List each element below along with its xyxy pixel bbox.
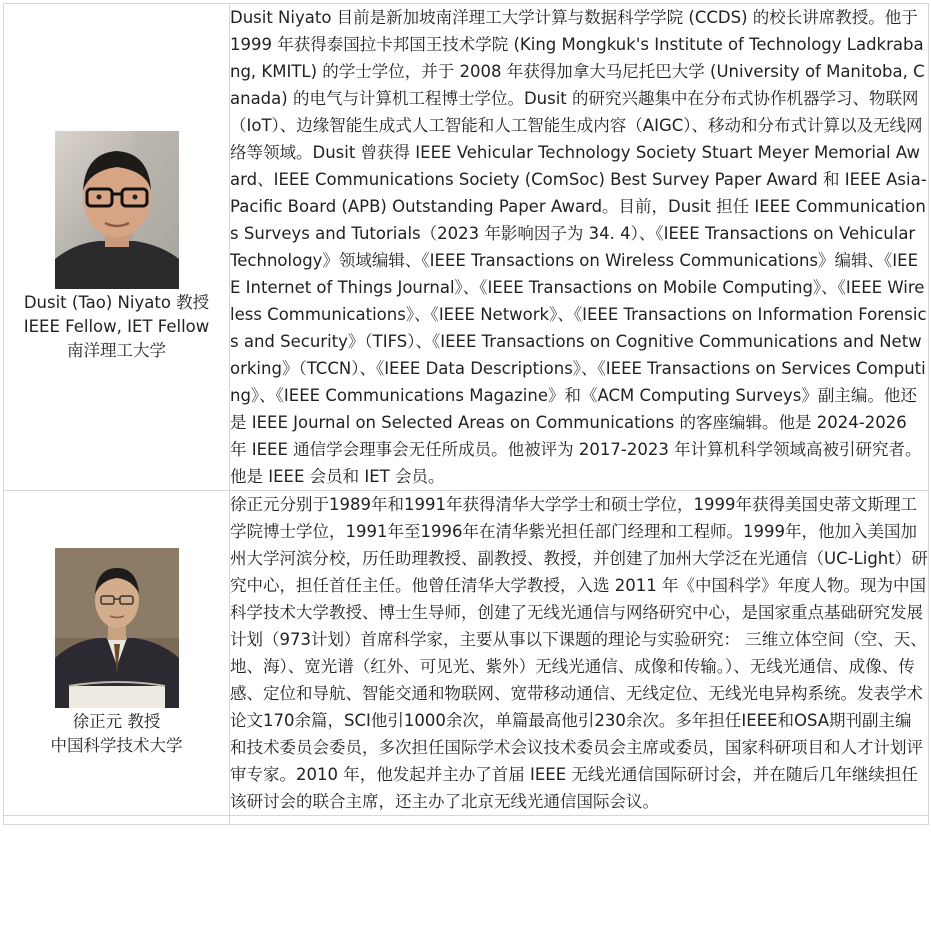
profiles-table [3, 3, 929, 825]
profile-bio: 徐正元分别于1989年和1991年获得清华大学学士和硕士学位，1999年获得美国史蒂文斯理工学院博士学位，1991年至1996年在清华紫光担任部门经理和工程师。1999年，他加入美国加州大学河滨分校，历任助理教授、副教授、教授，并创建了加州大学泛在光通信（UC-Light）研究中心，担任首任主任。他曾任清华大学教授，入选 2011 年《中国科学》年度人物。现为中国科学技术大学教授、博士生导师，创建了无线光通信与网络研究中心，是国家重点基础研究发展计划（973计划）首席科学家，主要从事以下课题的理论与实验研究： 三维立体空间（空、天、地、海）、宽光谱（红外、可见光、紫外）无线光通信、成像和传输。）、无线光通信、成像、传感、定位和导航、智能交通和物联网、宽带移动通信、无线定位、无线光电异构系统。发表学术论文170余篇，SCI他引1000余次，单篇最高他引230余次。多年担任IEEE和OSA期刊副主编和技术委员会委员，多次担任国际学术会议技术委员会主席或委员，国家科研项目和人才计划评审专家。2010 年，他发起并主办了首届 IEEE 无线光通信国际研讨会，并在随后几年继续担任该研讨会的联合主席，还主办了北京无线光通信国际会议。 [230, 495, 928, 811]
profile-row [4, 491, 929, 816]
profile-left-cell-empty [4, 816, 230, 825]
profile-bio-cell [230, 4, 929, 491]
profile-affiliation: 南洋理工大学 [67, 341, 166, 360]
profile-bio-cell [230, 491, 929, 816]
profile-name: 徐正元 教授 [72, 712, 161, 731]
profile-affiliation: 中国科学技术大学 [50, 736, 183, 755]
profile-bio-cell-empty [230, 816, 929, 825]
profile-photo [55, 131, 179, 289]
profile-name: Dusit (Tao) Niyato 教授 [23, 293, 210, 312]
profile-bio: Dusit Niyato 目前是新加坡南洋理工大学计算与数据科学学院 (CCDS) 的校长讲席教授。他于 1999 年获得泰国拉卡邦国王技术学院 (King Mongkuk's Institute of Technology Ladkrabang, KMITL) 的学士学位，并于 2008 年获得加拿大马尼托巴大学 (University of Manitoba, Canada) 的电气与计算机工程博士学位。Dusit 的研究兴趣集中在分布式协作机器学习、物联网（IoT）、边缘智能生成式人工智能和人工智能生成内容（AIGC）、移动和分布式计算以及无线网络等领域。Dusit 曾获得 IEEE Vehicular Technology Society Stuart Meyer Memorial Award、IEEE Communications Society (ComSoc) Best Survey Paper Award 和 IEEE Asia-Pacific Board (APB) Outstanding Paper Award。目前，Dusit 担任 IEEE Communications Surveys and Tutorials（2023 年影响因子为 34. 4）、《IEEE Transactions on Vehicular Technology》领域编辑、《IEEE Transactions on Wireless Communications》编辑、《IEEE Internet of Things Journal》、《IEEE Transactions on Mobile Computing》、《IEEE Wireless Communications》、《IEEE Network》、《IEEE Transactions on Information Forensics and Security》（TIFS）、《IEEE Transactions on Cognitive Communications and Networking》（TCCN）、《IEEE Data Descriptions》、《IEEE Transactions on Services Computing》、《IEEE Communications Magazine》和《ACM Computing Surveys》副主编。他还是 IEEE Journal on Selected Areas on Communications 的客座编辑。他是 2024-2026 年 IEEE 通信学会理事会无任所成员。他被评为 2017-2023 年计算机科学领域高被引研究者。他是 IEEE 会员和 IET 会员。 [230, 8, 927, 486]
profile-row [4, 4, 929, 491]
profile-left-cell [4, 4, 230, 491]
profile-left-cell [4, 491, 230, 816]
profile-title: IEEE Fellow, IET Fellow [23, 317, 210, 336]
profile-photo [55, 548, 179, 708]
profile-row-partial [4, 816, 929, 825]
